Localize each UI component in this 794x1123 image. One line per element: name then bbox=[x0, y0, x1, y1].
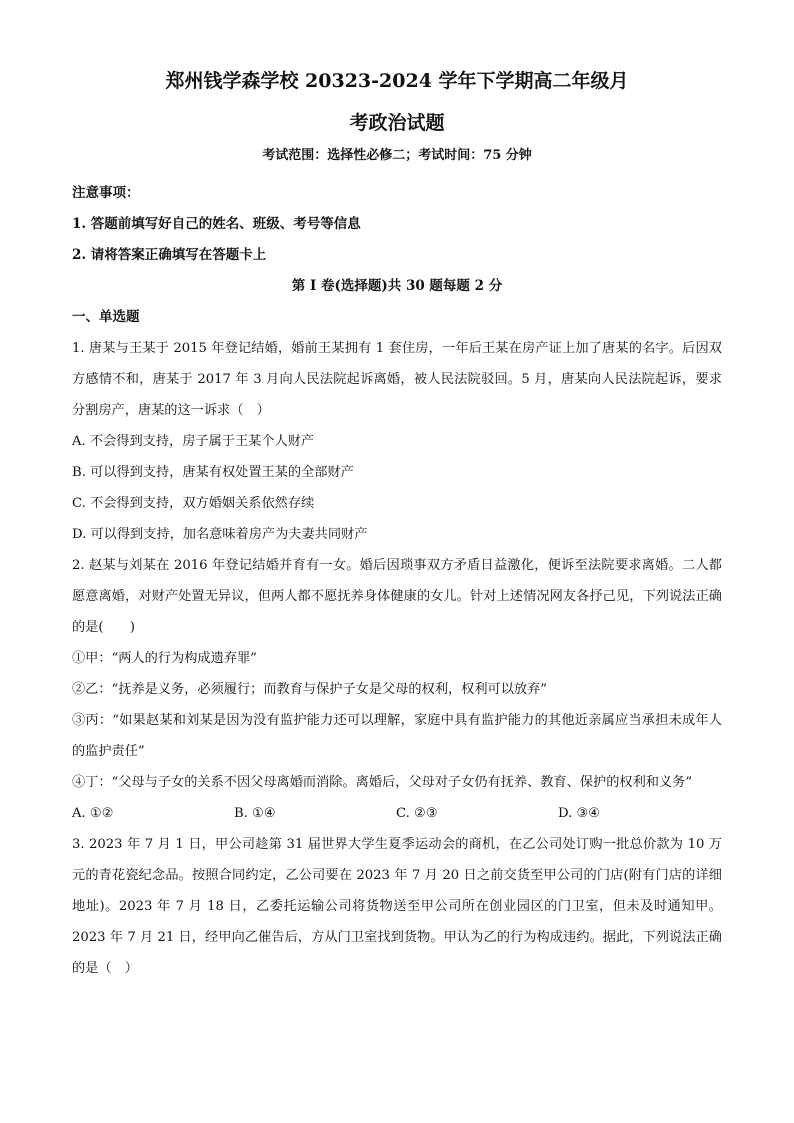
section-title: 一、单选题 bbox=[72, 309, 140, 325]
question-2-stem: 2. 赵某与刘某在 2016 年登记结婚并育有一女。婚后因琐事双方矛盾日益激化，便诉至法院要求离婚。二人都愿意离婚，对财产处置无异议，但两人都不愿抚养身体健康的女儿。针对上述情况网友各抒己见，下列说法正确的是( ) bbox=[72, 558, 722, 635]
notice-block bbox=[72, 178, 722, 271]
notice-item-1: 1. 答题前填写好自己的姓名、班级、考号等信息 bbox=[72, 216, 361, 232]
document-title-line2: 考政治试题 bbox=[349, 112, 445, 134]
question-1-option-a: A. 不会得到支持，房子属于王某个人财产 bbox=[72, 434, 315, 449]
question-1 bbox=[72, 333, 722, 550]
question-2 bbox=[72, 550, 722, 829]
question-2-statement-3: ③丙：“如果赵某和刘某是因为没有监护能力还可以理解，家庭中具有监护能力的其他近亲属应当承担未成年人的监护责任” bbox=[72, 713, 722, 759]
question-2-options bbox=[72, 798, 722, 829]
question-1-option-c: C. 不会得到支持，双方婚姻关系依然存续 bbox=[72, 496, 315, 511]
question-2-option-c: C. ②③ bbox=[396, 806, 438, 821]
question-1-option-d: D. 可以得到支持，加名意味着房产为夫妻共同财产 bbox=[72, 527, 368, 542]
question-2-statement-4: ④丁：“父母与子女的关系不因父母离婚而消除。离婚后，父母对子女仍有抚养、教育、保护的权利和义务” bbox=[72, 775, 693, 790]
question-1-option-b: B. 可以得到支持，唐某有权处置王某的全部财产 bbox=[72, 465, 354, 480]
exam-info: 考试范围：选择性必修二；考试时间：75 分钟 bbox=[262, 148, 532, 163]
notice-heading: 注意事项： bbox=[72, 185, 140, 201]
question-2-option-a: A. ①② bbox=[72, 806, 114, 821]
document-title-line1: 郑州钱学森学校 20323-2024 学年下学期高二年级月 bbox=[165, 70, 629, 92]
question-3 bbox=[72, 829, 722, 984]
question-2-statement-2: ②乙：“抚养是义务，必须履行；而教育与保护子女是父母的权利，权利可以放弃” bbox=[72, 682, 548, 697]
part-title: 第 I 卷(选择题)共 30 题每题 2 分 bbox=[291, 278, 503, 294]
question-3-stem: 3. 2023 年 7 月 1 日，甲公司趁第 31 届世界大学生夏季运动会的商机，在乙公司处订购一批总价款为 10 万元的青花瓷纪念品。按照合同约定，乙公司要在 2023 年 7 月 20 日之前交货至甲公司的门店(附有门店的详细地址)。2023 年 7 月 18 日，乙委托运输公司将货物送至甲公司所在创业园区的门卫室，但未及时通知甲。2023 年 7 月 21 日，经甲向乙催告后，方从门卫室找到货物。甲认为乙的行为构成违约。据此，下列说法正确的是（ ） bbox=[72, 837, 722, 976]
notice-item-2: 2. 请将答案正确填写在答题卡上 bbox=[72, 247, 267, 263]
question-2-option-b: B. ①④ bbox=[234, 806, 276, 821]
question-1-stem: 1. 唐某与王某于 2015 年登记结婚，婚前王某拥有 1 套住房，一年后王某在房产证上加了唐某的名字。后因双方感情不和，唐某于 2017 年 3 月向人民法院起诉离婚，被人民法院驳回。5 月，唐某向人民法院起诉，要求分割房产，唐某的这一诉求（ ） bbox=[72, 341, 722, 418]
question-2-statement-1: ①甲：“两人的行为构成遗弃罪” bbox=[72, 651, 257, 666]
question-2-option-d: D. ③④ bbox=[558, 806, 601, 821]
